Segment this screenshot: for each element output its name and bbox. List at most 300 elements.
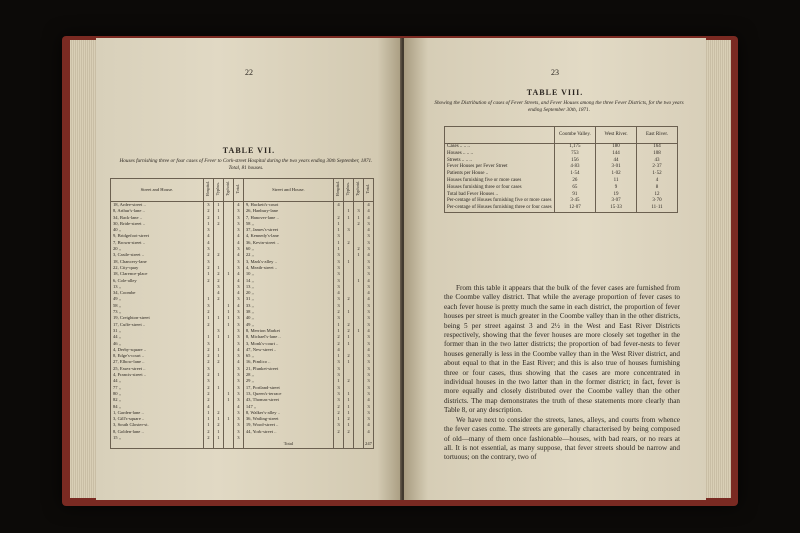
- count-cell: 4: [364, 397, 374, 403]
- count-cell: 1: [344, 215, 354, 221]
- empty-cell: [111, 441, 204, 448]
- count-cell: 2: [334, 309, 344, 315]
- count-cell: 3: [233, 391, 243, 397]
- count-cell: 1: [354, 278, 364, 284]
- count-cell: 2: [213, 221, 223, 227]
- count-cell: 3: [334, 422, 344, 428]
- count-cell: 3: [233, 265, 243, 271]
- street-cell: 40 ,,: [243, 315, 333, 321]
- count-cell: 2: [203, 208, 213, 214]
- street-cell: 4, Francis-street ..: [111, 372, 204, 378]
- count-cell: 1: [344, 391, 354, 397]
- col-typhoid-2: Typhoid.: [355, 181, 361, 197]
- street-cell: 7, Brown-street ..: [111, 240, 204, 246]
- count-cell: 4: [364, 422, 374, 428]
- street-cell: 20 ,,: [243, 290, 333, 296]
- column-header: West River.: [596, 127, 637, 144]
- count-cell: 3: [203, 303, 213, 309]
- empty-cell: [354, 441, 364, 448]
- street-cell: 22, City-quay: [111, 265, 204, 271]
- count-cell: 4: [364, 215, 374, 221]
- empty-cell: [344, 441, 354, 448]
- count-cell: 1: [213, 208, 223, 214]
- count-cell: 2: [203, 435, 213, 441]
- count-cell: 3: [334, 303, 344, 309]
- count-cell: 3: [364, 265, 374, 271]
- street-cell: 43, Thomas-street: [243, 397, 333, 403]
- empty-cell: [213, 441, 223, 448]
- count-cell: 4: [364, 252, 374, 258]
- row-label: Houses furnishing three or four cases: [445, 185, 555, 192]
- street-cell: 36, Kevin-street ..: [243, 240, 333, 246]
- count-cell: 3: [364, 334, 374, 340]
- street-cell: 4, Derby-square ..: [111, 347, 204, 353]
- row-label: Cases .. .. ..: [445, 144, 555, 151]
- table-row: [445, 198, 678, 205]
- value-cell: 11·11: [637, 205, 678, 212]
- street-cell: 19, Wood-street ..: [243, 422, 333, 428]
- count-cell: 3: [334, 366, 344, 372]
- count-cell: 3: [233, 366, 243, 372]
- count-cell: 4: [334, 202, 344, 209]
- count-cell: 1: [213, 202, 223, 209]
- count-cell: 1: [334, 378, 344, 384]
- count-cell: 3: [334, 315, 344, 321]
- row-label: Patients per House ..: [445, 171, 555, 178]
- count-cell: 3: [364, 391, 374, 397]
- count-cell: 3: [334, 252, 344, 258]
- count-cell: 2: [334, 334, 344, 340]
- value-cell: 4: [637, 178, 678, 185]
- value-cell: 1·02: [596, 171, 637, 178]
- street-cell: 47, New-street ..: [243, 347, 333, 353]
- count-cell: 4: [233, 290, 243, 296]
- street-cell: 44 ,,: [111, 378, 204, 384]
- count-cell: 1: [213, 215, 223, 221]
- count-cell: 3: [233, 296, 243, 302]
- value-cell: 108: [637, 151, 678, 158]
- street-cell: 10 ,,: [243, 271, 333, 277]
- street-cell: 22 ,,: [243, 252, 333, 258]
- count-cell: 3: [334, 284, 344, 290]
- count-cell: 3: [364, 315, 374, 321]
- count-cell: 3: [233, 372, 243, 378]
- count-cell: 3: [364, 410, 374, 416]
- count-cell: 4: [203, 240, 213, 246]
- count-cell: 1: [213, 315, 223, 321]
- count-cell: 1: [354, 252, 364, 258]
- count-cell: 1: [213, 334, 223, 340]
- count-cell: 3: [364, 309, 374, 315]
- count-cell: 2: [213, 271, 223, 277]
- count-cell: 1: [223, 303, 233, 309]
- count-cell: 1: [203, 315, 213, 321]
- count-cell: 2: [203, 278, 213, 284]
- street-cell: 8, Walker's-alley ..: [243, 410, 333, 416]
- street-cell: 8, Merrion Market: [243, 328, 333, 334]
- header-row: [445, 127, 678, 144]
- value-cell: 15·33: [596, 205, 637, 212]
- count-cell: 1: [334, 322, 344, 328]
- value-cell: 3·45: [554, 198, 595, 205]
- count-cell: 2: [203, 265, 213, 271]
- count-cell: 3: [364, 359, 374, 365]
- street-cell: 34, Coombe: [111, 290, 204, 296]
- right-page: [404, 38, 706, 500]
- count-cell: 3: [364, 372, 374, 378]
- count-cell: 2: [334, 341, 344, 347]
- table-title: TABLE VII.: [222, 146, 276, 155]
- street-cell: 16, Pimlico ..: [243, 359, 333, 365]
- table-row: [445, 171, 678, 178]
- count-cell: 1: [344, 341, 354, 347]
- street-cell: 9, Hackett's-court: [243, 202, 333, 209]
- count-cell: 3: [233, 227, 243, 233]
- count-cell: 1: [334, 240, 344, 246]
- value-cell: 753: [554, 151, 595, 158]
- count-cell: 2: [344, 240, 354, 246]
- count-cell: 3: [233, 353, 243, 359]
- count-cell: 1: [213, 372, 223, 378]
- street-cell: 31 ,,: [243, 296, 333, 302]
- count-cell: 4: [233, 271, 243, 277]
- paragraph: We have next to consider the streets, lanes, alleys, and courts from whence the fever cases come. The streets are generally characterised by being composed of old—many of them once fashionable—houses, with bad rears, or no rears at all. It is not essential, as many suppose, that fever streets should be narrow and tortuous; on the contrary, two of: [444, 415, 680, 462]
- street-cell: 73 ,,: [111, 309, 204, 315]
- count-cell: 1: [223, 271, 233, 277]
- count-cell: 3: [213, 284, 223, 290]
- count-cell: 1: [223, 416, 233, 422]
- value-cell: 3·70: [637, 198, 678, 205]
- count-cell: 1: [213, 429, 223, 435]
- count-cell: 3: [233, 309, 243, 315]
- street-cell: 17, Cuffe-street ..: [111, 322, 204, 328]
- count-cell: 1: [344, 422, 354, 428]
- value-cell: 3·01: [596, 164, 637, 171]
- count-cell: 3: [334, 385, 344, 391]
- col-hospital-2: Hospital.: [335, 181, 341, 197]
- count-cell: 3: [233, 410, 243, 416]
- count-cell: 2: [334, 215, 344, 221]
- street-cell: 36, Watling-street: [243, 416, 333, 422]
- count-cell: 3: [213, 328, 223, 334]
- street-cell: 14 ,,: [243, 278, 333, 284]
- count-cell: 4: [233, 233, 243, 239]
- count-cell: 3: [233, 208, 243, 214]
- table-row: [445, 205, 678, 212]
- paragraph: From this table it appears that the bulk of the fever cases are furnished from the Coombe valley district. That while the average proportion of fever cases to each fever house is pretty much the same in each district, the proportion of fever houses per street is much greater in the Coombe valley than in the other districts, being 5 per street against 3 and 2½ in the West and East River Districts respectively, showing that the fever houses are more closely set together in the former than in the two latter districts; the proportion of bad fever-nests to fever houses generally is less in the Coombe valley than in the West River district, and about equal to that in the East River; and this is also true of houses furnishing three or four cases, thus showing that the cases are more concentrated in individual houses in the two latter than in the former district; in fact, fever is more equally and closely distributed over the Coombe valley than the other districts. The map demonstrates the truth of these statements more clearly than Table 8, or any description.: [444, 284, 680, 415]
- street-cell: 8, Edge's-court ..: [111, 353, 204, 359]
- value-cell: 9: [596, 185, 637, 192]
- total-label: Total: [243, 441, 333, 448]
- count-cell: 3: [233, 259, 243, 265]
- count-cell: 2: [354, 221, 364, 227]
- count-cell: 3: [233, 322, 243, 328]
- count-cell: 2: [203, 391, 213, 397]
- col-total: Total.: [235, 184, 241, 194]
- count-cell: 4: [213, 290, 223, 296]
- street-cell: 38 ,,: [243, 309, 333, 315]
- table-vii: [110, 178, 374, 449]
- count-cell: 3: [344, 227, 354, 233]
- value-cell: 164: [637, 144, 678, 151]
- street-cell: 40 ,,: [111, 227, 204, 233]
- count-cell: 1: [223, 397, 233, 403]
- table-row: [445, 192, 678, 199]
- count-cell: 1: [203, 410, 213, 416]
- street-cell: 3, Castle-street ..: [111, 252, 204, 258]
- street-cell: 17, Portland-street: [243, 385, 333, 391]
- street-cell: 58 ,,: [243, 221, 333, 227]
- count-cell: 1: [223, 309, 233, 315]
- count-cell: 1: [213, 416, 223, 422]
- street-cell: 33 ,,: [243, 303, 333, 309]
- street-cell: 8, Golden-lane ..: [111, 429, 204, 435]
- value-cell: 11: [596, 178, 637, 185]
- street-cell: 65 ,,: [243, 353, 333, 359]
- count-cell: 1: [213, 347, 223, 353]
- count-cell: 1: [334, 227, 344, 233]
- value-cell: 43: [637, 158, 678, 165]
- count-cell: 3: [334, 359, 344, 365]
- count-cell: 2: [203, 372, 213, 378]
- count-cell: 4: [334, 347, 344, 353]
- count-cell: 3: [203, 202, 213, 209]
- row-label: Per-centage of Houses furnishing three or four cases: [445, 205, 555, 212]
- count-cell: 2: [344, 416, 354, 422]
- street-cell: 49 ,,: [111, 296, 204, 302]
- count-cell: 3: [203, 227, 213, 233]
- street-cell: 3, Monk's-court ..: [243, 341, 333, 347]
- count-cell: 3: [334, 296, 344, 302]
- value-cell: 1·52: [637, 171, 678, 178]
- count-cell: 2: [213, 410, 223, 416]
- street-cell: 18, Chancery-lane: [111, 259, 204, 265]
- value-cell: 91: [554, 192, 595, 199]
- count-cell: 3: [364, 233, 374, 239]
- count-cell: 2: [213, 278, 223, 284]
- count-cell: 3: [334, 259, 344, 265]
- count-cell: 3: [203, 246, 213, 252]
- count-cell: 2: [203, 322, 213, 328]
- count-cell: 2: [213, 252, 223, 258]
- count-cell: 2: [203, 397, 213, 403]
- count-cell: 1: [203, 221, 213, 227]
- count-cell: 4: [364, 208, 374, 214]
- count-cell: 3: [334, 265, 344, 271]
- table-row: [111, 202, 374, 209]
- count-cell: 3: [364, 259, 374, 265]
- row-label: Per-centage of Houses furnishing five or more cases: [445, 198, 555, 205]
- count-cell: 3: [233, 334, 243, 340]
- street-cell: 28 ,,: [243, 372, 333, 378]
- street-cell: 82 ,,: [111, 397, 204, 403]
- value-cell: 4·83: [554, 164, 595, 171]
- count-cell: 3: [364, 322, 374, 328]
- count-cell: 1: [344, 410, 354, 416]
- value-cell: 156: [554, 158, 595, 165]
- count-cell: 1: [203, 416, 213, 422]
- street-cell: 34, Back-lane ..: [111, 215, 204, 221]
- street-cell: 9, Bridgefoot-street: [111, 233, 204, 239]
- col-typhoid: Typhoid.: [225, 181, 231, 197]
- count-cell: 4: [233, 252, 243, 258]
- count-cell: 4: [233, 278, 243, 284]
- count-cell: 3: [233, 221, 243, 227]
- table-subtitle: Houses furnishing three or four cases of Fever to Cork-street Hospital during the two years ending 30th September, 1871. Total, 81 houses.: [119, 158, 373, 171]
- street-cell: 31 ,,: [111, 328, 204, 334]
- count-cell: 2: [344, 353, 354, 359]
- count-cell: 3: [233, 284, 243, 290]
- count-cell: 3: [233, 315, 243, 321]
- street-cell: 18, Ardee-street ..: [111, 202, 204, 209]
- count-cell: 4: [203, 404, 213, 410]
- count-cell: 3: [334, 271, 344, 277]
- street-cell: 3, Gill's-square ..: [111, 416, 204, 422]
- count-cell: 1: [344, 404, 354, 410]
- col-hospital: Hospital.: [205, 181, 211, 197]
- table-subtitle: Showing the Distribution of cases of Fever Streets, and Fever Houses among the three Fever Districts, for the two years ending September 30th, 1871.: [434, 100, 684, 113]
- table-row: [445, 185, 678, 192]
- count-cell: 2: [203, 252, 213, 258]
- table-title: TABLE VIII.: [526, 88, 584, 97]
- row-label: Streets .. .. ..: [445, 158, 555, 165]
- count-cell: 4: [233, 359, 243, 365]
- street-cell: 37, James's-street: [243, 227, 333, 233]
- count-cell: 1: [203, 422, 213, 428]
- count-cell: 2: [203, 359, 213, 365]
- table-viii: [444, 126, 678, 213]
- count-cell: 1: [223, 391, 233, 397]
- street-cell: 8, Arthur's-lane ..: [111, 208, 204, 214]
- count-cell: 3: [233, 429, 243, 435]
- street-cell: 3, Mark's-alley ..: [243, 259, 333, 265]
- count-cell: 1: [344, 359, 354, 365]
- value-cell: 12·07: [554, 205, 595, 212]
- page-edges-left: [70, 40, 96, 498]
- count-cell: 2: [203, 215, 213, 221]
- street-cell: 26, Hanbury-lane: [243, 208, 333, 214]
- count-cell: 3: [364, 341, 374, 347]
- count-cell: 4: [364, 278, 374, 284]
- street-cell: 80 ,,: [111, 391, 204, 397]
- street-cell: 60 ,,: [243, 246, 333, 252]
- street-cell: 29 ,,: [243, 378, 333, 384]
- count-cell: 3: [233, 328, 243, 334]
- count-cell: 3: [364, 284, 374, 290]
- count-cell: 2: [213, 359, 223, 365]
- count-cell: 3: [334, 391, 344, 397]
- street-cell: 15 ,,: [111, 435, 204, 441]
- col-typhus-2: Typhus.: [345, 182, 351, 196]
- street-cell: 58 ,,: [111, 303, 204, 309]
- count-cell: 1: [213, 385, 223, 391]
- count-cell: 2: [213, 296, 223, 302]
- count-cell: 4: [203, 233, 213, 239]
- street-cell: 13, Queen's-terrace: [243, 391, 333, 397]
- count-cell: 1: [334, 221, 344, 227]
- value-cell: 180: [596, 144, 637, 151]
- body-text: [444, 284, 680, 463]
- count-cell: 1: [354, 328, 364, 334]
- count-cell: 3: [233, 435, 243, 441]
- count-cell: 2: [344, 429, 354, 435]
- count-cell: 3: [364, 246, 374, 252]
- street-cell: 20 ,,: [111, 246, 204, 252]
- count-cell: 3: [364, 353, 374, 359]
- count-cell: 3: [233, 385, 243, 391]
- count-cell: 3: [364, 416, 374, 422]
- empty-cell: [223, 441, 233, 448]
- count-cell: 1: [213, 435, 223, 441]
- count-cell: 1: [334, 416, 344, 422]
- table-row: [445, 158, 678, 165]
- count-cell: 3: [334, 233, 344, 239]
- empty-cell: [334, 441, 344, 448]
- col-street-2: Street and House.: [243, 179, 333, 202]
- count-cell: 3: [364, 221, 374, 227]
- count-cell: 3: [203, 378, 213, 384]
- count-cell: 3: [364, 366, 374, 372]
- left-page: [96, 38, 402, 500]
- count-cell: 1: [223, 315, 233, 321]
- count-cell: 2: [203, 385, 213, 391]
- count-cell: 3: [364, 271, 374, 277]
- count-cell: 4: [233, 347, 243, 353]
- count-cell: [223, 202, 233, 209]
- page-number: 22: [245, 68, 253, 77]
- count-cell: 3: [364, 404, 374, 410]
- count-cell: 1: [223, 322, 233, 328]
- count-cell: 3: [364, 240, 374, 246]
- count-cell: 4: [364, 202, 374, 209]
- count-cell: 3: [354, 208, 364, 214]
- page-edges-right: [705, 40, 731, 498]
- street-cell: 21, Plunket-street: [243, 366, 333, 372]
- value-cell: 8: [637, 185, 678, 192]
- count-cell: 3: [364, 385, 374, 391]
- table-row: [445, 151, 678, 158]
- page-number: 23: [551, 68, 559, 77]
- count-cell: 4: [364, 227, 374, 233]
- count-cell: 3: [233, 341, 243, 347]
- count-cell: 2: [334, 410, 344, 416]
- street-cell: 30, Bride-street ..: [111, 221, 204, 227]
- column-header: [445, 127, 555, 144]
- row-label: Houses furnishing five or more cases: [445, 178, 555, 185]
- street-cell: 46 ,,: [111, 341, 204, 347]
- count-cell: 1: [223, 334, 233, 340]
- count-cell: 1: [203, 271, 213, 277]
- count-cell: 4: [233, 404, 243, 410]
- count-cell: 2: [334, 429, 344, 435]
- count-cell: 2: [354, 246, 364, 252]
- count-cell: 3: [233, 378, 243, 384]
- street-cell: 18, Clarence-place: [111, 271, 204, 277]
- value-cell: 1·54: [554, 171, 595, 178]
- street-cell: 77 ,,: [111, 385, 204, 391]
- value-cell: 65: [554, 185, 595, 192]
- count-cell: 1: [203, 296, 213, 302]
- count-cell: 3: [233, 246, 243, 252]
- table-row: [445, 164, 678, 171]
- street-cell: 6, Cole-alley: [111, 278, 204, 284]
- count-cell: 2: [213, 422, 223, 428]
- street-cell: 19, Creighton-street: [111, 315, 204, 321]
- count-cell: 3: [364, 378, 374, 384]
- count-cell: 3: [334, 397, 344, 403]
- value-cell: 2·37: [637, 164, 678, 171]
- count-cell: 4: [364, 347, 374, 353]
